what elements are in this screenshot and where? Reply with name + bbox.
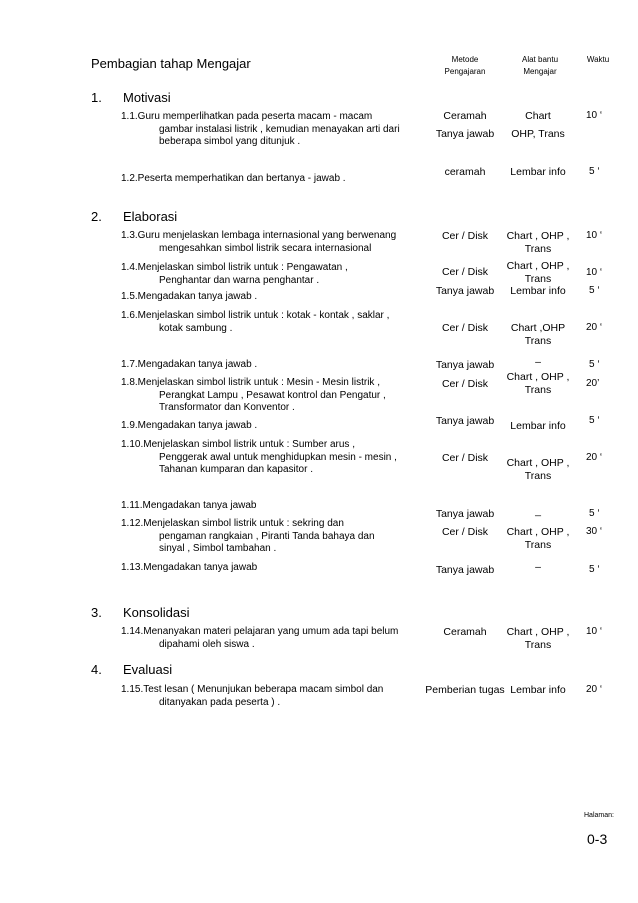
section-number: 3. [91,605,102,620]
list-item: 1.9.Mengadakan tanya jawab . [121,420,258,431]
alat-cell: Chart , OHP , Trans [506,626,570,651]
list-item: 1.4.Menjelaskan simbol listrik untuk : Pengawatan , Penghantar dan warna penghantar . [121,262,348,286]
list-item: 1.12.Menjelaskan simbol listrik untuk : sekring dan pengaman rangkaian , Piranti Tanda bahaya dan sinyal , Simbol tambahan . [121,518,375,554]
alat-cell: Chart [525,110,551,122]
metode-cell: Tanya jawab [435,508,495,520]
alat-cell: – [535,561,541,573]
list-item: 1.2.Peserta memperhatikan dan bertanya - jawab . [121,173,346,184]
list-item: 1.7.Mengadakan tanya jawab . [121,359,258,370]
list-item: 1.1.Guru memperlihatkan pada peserta macam - macam gambar instalasi listrik , kemudian menayakan arti dari beberapa simbol yang ditunjuk . [121,111,400,147]
metode-cell: Tanya jawab [435,564,495,576]
list-item: 1.8.Menjelaskan simbol listrik untuk : Mesin - Mesin listrik , Perangkat Lampu , Pesawat kontrol dan Pengatur , Transformator dan Konventor . [121,377,386,413]
waktu-cell: 5 ‘ [589,564,600,575]
metode-cell: Tanya jawab [435,128,495,140]
metode-cell: Pemberian tugas [425,684,505,696]
metode-cell: Tanya jawab [435,285,495,297]
alat-cell: Chart , OHP , Trans [506,526,570,551]
metode-cell: Cer / Disk [441,452,489,464]
metode-cell: Ceramah [443,626,487,638]
alat-cell: Lembar info [510,420,566,432]
list-item: 1.14.Menanyakan materi pelajaran yang umum ada tapi belum dipahami oleh siswa . [121,626,399,650]
alat-cell: – [535,356,541,368]
waktu-cell: 5 ‘ [589,166,600,177]
page-label: Halaman: [584,812,614,819]
list-item: 1.10.Menjelaskan simbol listrik untuk : Sumber arus , Penggerak awal untuk menghidupkan mesin - mesin , Tahanan kumparan dan kapasitor . [121,439,397,475]
list-item: 1.11.Mengadakan tanya jawab [121,500,257,511]
waktu-cell: 20 ‘ [586,452,603,463]
waktu-cell: 10 ‘ [586,110,603,121]
waktu-cell: 5 ‘ [589,508,600,519]
metode-cell: Tanya jawab [435,415,495,427]
waktu-cell: 20 ‘ [586,684,603,695]
section-number: 4. [91,662,102,677]
list-item: 1.15.Test lesan ( Menunjukan beberapa macam simbol dan ditanyakan pada peserta ) . [121,684,384,708]
column-header-metode: Metode Pengajaran [444,55,486,76]
list-item: 1.5.Mengadakan tanya jawab . [121,291,258,302]
section-title: Konsolidasi [123,605,190,620]
metode-cell: Tanya jawab [435,359,495,371]
metode-cell: Cer / Disk [441,526,489,538]
alat-cell: Lembar info [510,166,566,178]
list-item: 1.3.Guru menjelaskan lembaga internasional yang berwenang mengesahkan simbol listrik secara internasional [121,230,397,254]
alat-cell: OHP, Trans [511,128,565,140]
metode-cell: Cer / Disk [441,230,489,242]
alat-cell: Lembar info [510,684,566,696]
waktu-cell: 10 ‘ [586,230,603,241]
alat-cell: Chart , OHP , Trans [506,371,570,396]
column-header-alat: Alat bantu Mengajar [521,55,559,76]
section-number: 2. [91,209,102,224]
alat-cell: Chart , OHP , Trans [506,457,570,482]
waktu-cell: 20 ‘ [586,322,603,333]
metode-cell: Cer / Disk [441,378,489,390]
waktu-cell: 10 ‘ [586,626,603,637]
metode-cell: Cer / Disk [441,266,489,278]
list-item: 1.13.Mengadakan tanya jawab [121,562,258,573]
section-title: Evaluasi [123,662,173,677]
waktu-cell: 30 ‘ [586,526,603,537]
waktu-cell: 5 ‘ [589,415,600,426]
metode-cell: ceramah [444,166,486,178]
metode-cell: Ceramah [443,110,487,122]
list-item: 1.6.Menjelaskan simbol listrik untuk : kotak - kontak , saklar , kotak sambung . [121,310,390,334]
section-title: Elaborasi [123,209,178,224]
alat-cell: Chart , OHP , Trans [506,260,570,285]
section-title: Motivasi [123,90,171,105]
page-number: 0-3 [587,831,608,847]
section-number: 1. [91,90,102,105]
waktu-cell: 5 ‘ [589,359,600,370]
alat-cell: Chart , OHP , Trans [506,230,570,255]
alat-cell: Chart ,OHP Trans [510,322,566,347]
alat-cell: _ [535,505,541,517]
alat-cell: Lembar info [510,285,566,297]
waktu-cell: 10 ‘ [586,267,603,278]
waktu-cell: 5 ‘ [589,285,600,296]
metode-cell: Cer / Disk [441,322,489,334]
page-title: Pembagian tahap Mengajar [91,56,251,71]
column-header-waktu: Waktu [586,55,610,64]
waktu-cell: 20’ [586,378,600,389]
